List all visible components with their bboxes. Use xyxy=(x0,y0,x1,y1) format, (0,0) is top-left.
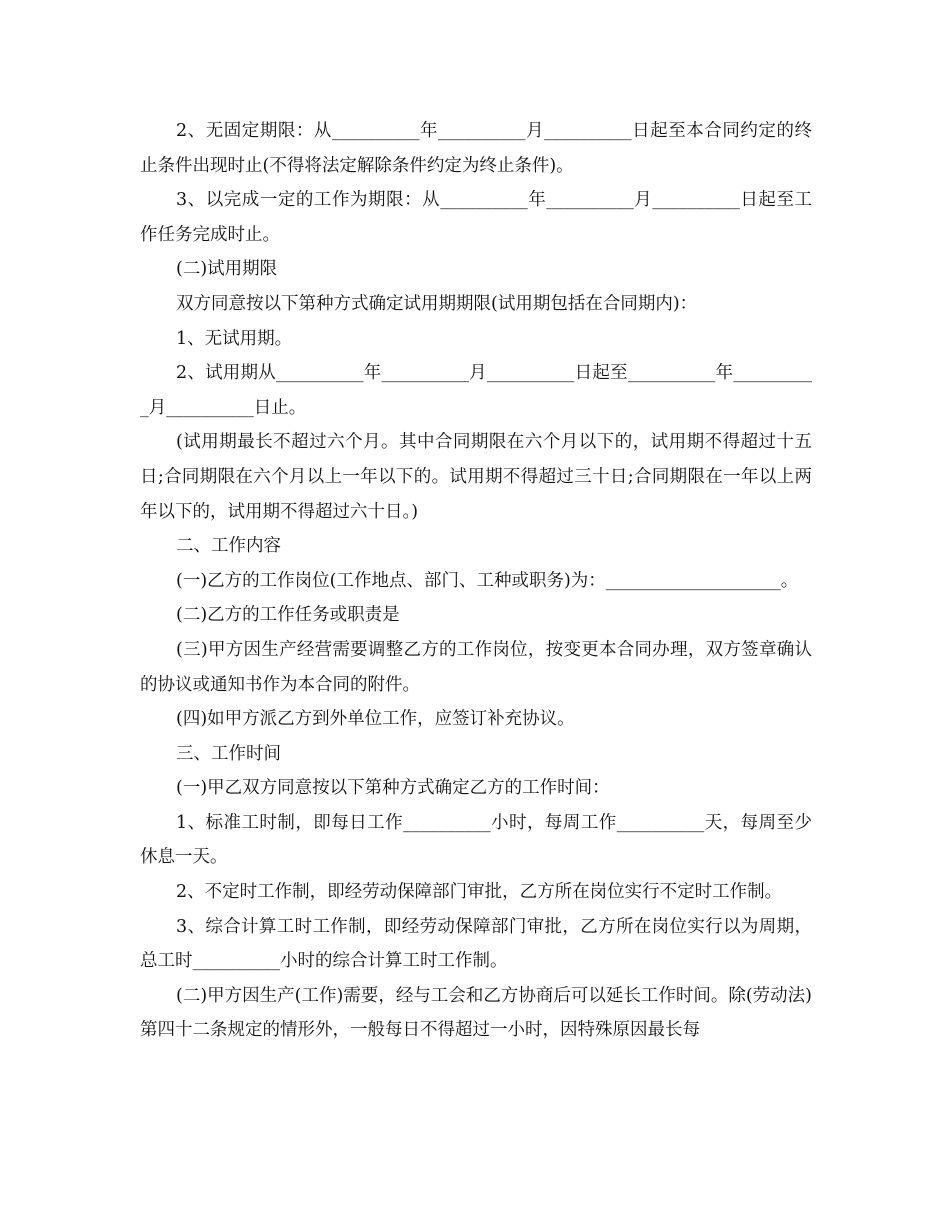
paragraph-comprehensive-hours: 3、综合计算工时工作制，即经劳动保障部门审批，乙方所在岗位实行以为周期，总工时__________小时的综合计算工时工作制。 xyxy=(140,916,812,972)
paragraph-probation-limits: (试用期最长不超过六个月。其中合同期限在六个月以下的，试用期不得超过十五日;合同期限在六个月以上一年以下的。试用期不得超过三十日;合同期限在一年以上两年以下的，试用期不得超过六十日。) xyxy=(140,432,812,522)
heading-work-content: 二、工作内容 xyxy=(176,536,281,557)
heading-probation-period: (二)试用期限 xyxy=(176,259,278,280)
paragraph-position-change: (三)甲方因生产经营需要调整乙方的工作岗位，按变更本合同办理，双方签章确认的协议或通知书作为本合同的附件。 xyxy=(140,639,812,695)
paragraph-indefinite-term: 2、无固定期限：从__________年__________月__________日起至本合同约定的终止条件出现时止(不得将法定解除条件约定为终止条件)。 xyxy=(140,121,812,176)
heading-working-hours: 三、工作时间 xyxy=(176,743,281,764)
paragraph-probation-dates: 2、试用期从__________年__________月__________日起至__________年__________月__________日止。 xyxy=(140,363,812,418)
paragraph-job-position: (一)乙方的工作岗位(工作地点、部门、工种或职务)为：____________________。 xyxy=(176,570,799,591)
paragraph-no-probation: 1、无试用期。 xyxy=(176,328,293,349)
document-body xyxy=(140,114,812,1048)
paragraph-task-based-term: 3、以完成一定的工作为期限：从__________年__________月__________日起至工作任务完成时止。 xyxy=(140,190,812,245)
paragraph-hours-method: (一)甲乙双方同意按以下第种方式确定乙方的工作时间： xyxy=(176,778,610,799)
paragraph-overtime: (二)甲方因生产(工作)需要，经与工会和乙方协商后可以延长工作时间。除(劳动法)第四十二条规定的情形外，一般每日不得超过一小时，因特殊原因最长每 xyxy=(140,985,812,1041)
paragraph-standard-hours: 1、标准工时制，即每日工作__________小时，每周工作__________天，每周至少休息一天。 xyxy=(140,812,812,868)
paragraph-flexible-hours: 2、不定时工作制，即经劳动保障部门审批，乙方所在岗位实行不定时工作制。 xyxy=(176,882,783,903)
paragraph-external-assignment: (四)如甲方派乙方到外单位工作，应签订补充协议。 xyxy=(176,709,575,730)
paragraph-job-duties: (二)乙方的工作任务或职责是 xyxy=(176,605,400,626)
paragraph-probation-method: 双方同意按以下第种方式确定试用期期限(试用期包括在合同期内)： xyxy=(176,293,698,314)
